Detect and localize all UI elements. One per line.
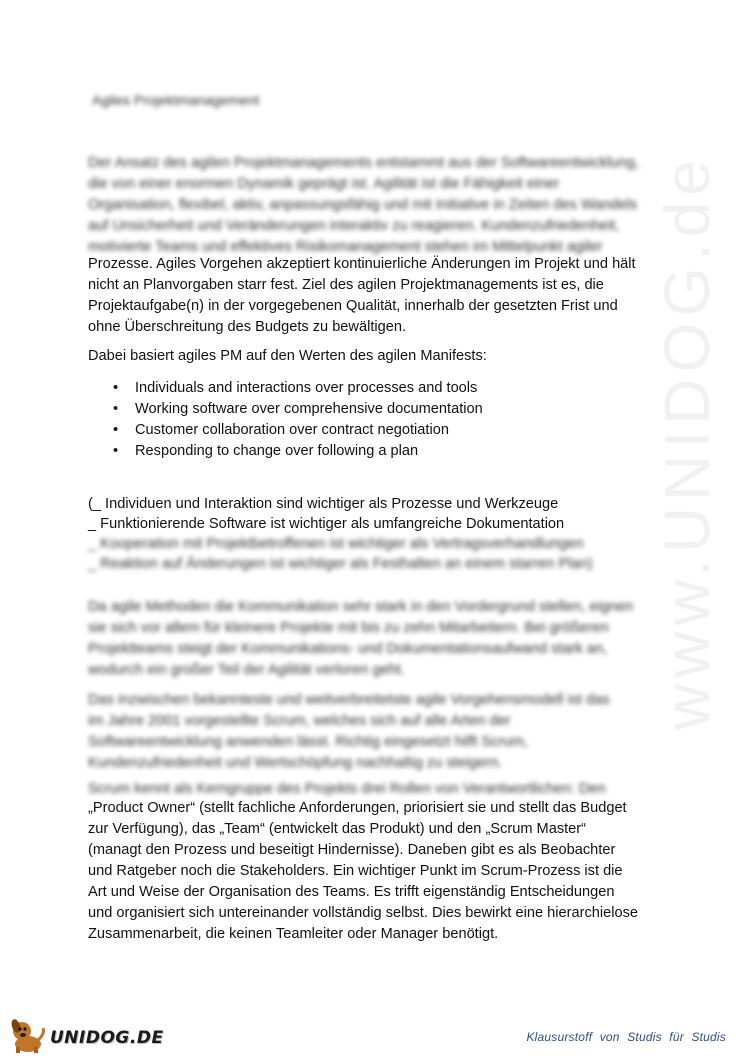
german-values-list (88, 494, 688, 574)
paragraph-1 (88, 254, 678, 338)
paragraph-5 (88, 798, 678, 945)
text-line: und organisiert sich untereinander vollständig selbst. Dies bewirkt eine hierarchielose (88, 905, 638, 921)
bullet-icon: • (113, 443, 119, 459)
text-line: motivierte Teams und effektives Risikomanagement stehen im Mittelpunkt agiler (88, 239, 603, 255)
paragraph-4-blurred (88, 690, 678, 774)
text-line: Da agile Methoden die Kommunikation sehr stark in den Vordergrund stellen, eignen (88, 599, 634, 615)
text-line: Art und Weise der Organisation des Teams. Es trifft eigenständig Entscheidungen (88, 884, 615, 900)
text-line: zur Verfügung), das „Team“ (entwickelt das Produkt) und den „Scrum Master“ (88, 821, 587, 837)
text-line: ohne Überschreitung des Budgets zu bewältigen. (88, 319, 407, 335)
text-line: Scrum kennt als Kerngruppe des Projekts drei Rollen von Verantwortlichen: Den (88, 781, 606, 797)
paragraph-1-blurred (88, 153, 678, 258)
text-line: und Ratgeber noch die Stakeholders. Ein wichtiger Punkt im Scrum-Prozess ist die (88, 863, 623, 879)
list-item (113, 399, 483, 420)
bullet-icon: • (113, 401, 119, 417)
text-line: Kundenzufriedenheit und Wertschöpfung nachhaltig zu steigern. (88, 755, 503, 771)
list-item-text: Working software over comprehensive documentation (135, 401, 483, 417)
text-line: (managt den Prozess und beseitigt Hindernisse). Daneben gibt es als Beobachter (88, 842, 616, 858)
logo-text: UNIDOG.DE (50, 1028, 164, 1048)
paragraph-5-blurred (88, 779, 678, 800)
bullet-icon: • (113, 422, 119, 438)
text-line: im Jahre 2001 vorgestellte Scrum, welches sich auf alle Arten der (88, 713, 511, 729)
text-line: die von einer enormen Dynamik geprägt ist. Agilität ist die Fähigkeit einer (88, 176, 560, 192)
unidog-logo[interactable] (8, 1016, 164, 1054)
text-line: Organisation, flexibel, aktiv, anpassungsfähig und mit Initiative in Zeiten des Wandels (88, 197, 638, 213)
list-item-text: Individuals and interactions over processes and tools (135, 380, 478, 396)
manifest-intro: Dabei basiert agiles PM auf den Werten des agilen Manifests: (88, 348, 487, 364)
text-line: Zusammenarbeit, die keinen Teamleiter oder Manager benötigt. (88, 926, 499, 942)
text-line: wodurch ein großer Teil der Agilität verloren geht. (88, 662, 405, 678)
text-line: (_ Individuen und Interaktion sind wichtiger als Prozesse und Werkzeuge (88, 496, 559, 512)
text-line: Prozesse. Agiles Vorgehen akzeptiert kontinuierliche Änderungen im Projekt und hält (88, 256, 636, 272)
list-item (113, 420, 483, 441)
text-line: Softwareentwicklung anwenden lässt. Richtig eingesetzt hilft Scrum, (88, 734, 528, 750)
text-line: sie sich vor allem für kleinere Projekte mit bis zu zehn Mitarbeitern. Bei größeren (88, 620, 609, 636)
list-item (113, 378, 483, 399)
text-line: Projektteams steigt der Kommunikations- und Dokumentationsaufwand stark an, (88, 641, 608, 657)
list-item (113, 441, 483, 462)
text-line: _ Reaktion auf Änderungen ist wichtiger als Festhalten an einem starren Plan) (88, 556, 593, 572)
footer-slogan: Klausurstoff von Studis für Studis (526, 1030, 726, 1044)
text-line: nicht an Planvorgaben starr fest. Ziel des agilen Projektmanagements ist es, die (88, 277, 604, 293)
text-line: _ Funktionierende Software ist wichtiger als umfangreiche Dokumentation (88, 516, 565, 532)
text-line: „Product Owner“ (stellt fachliche Anforderungen, priorisiert sie und stellt das Budget (88, 800, 627, 816)
watermark: www.UNIDOG.de (651, 154, 723, 730)
bullet-icon: • (113, 380, 119, 396)
paragraph-3-blurred (88, 597, 678, 681)
list-item-text: Responding to change over following a plan (135, 443, 419, 459)
text-line: auf Unsicherheit und Veränderungen interaktiv zu reagieren. Kundenzufriedenheit, (88, 218, 620, 234)
list-item-text: Customer collaboration over contract negotiation (135, 422, 449, 438)
dog-mascot-icon (8, 1016, 48, 1054)
text-line: Projektaufgabe(n) in der vorgegebenen Qualität, innerhalb der gesetzten Frist und (88, 298, 618, 314)
text-line: Der Ansatz des agilen Projektmanagements entstammt aus der Softwareentwicklung, (88, 155, 639, 171)
text-line: Das inzwischen bekannteste und weitverbreitetste agile Vorgehensmodell ist das (88, 692, 610, 708)
manifest-values-list (113, 378, 483, 462)
document-title: Agiles Projektmanagement (92, 92, 260, 108)
text-line: _ Kooperation mit Projektbetroffenen ist wichtiger als Vertragsverhandlungen (88, 536, 584, 552)
